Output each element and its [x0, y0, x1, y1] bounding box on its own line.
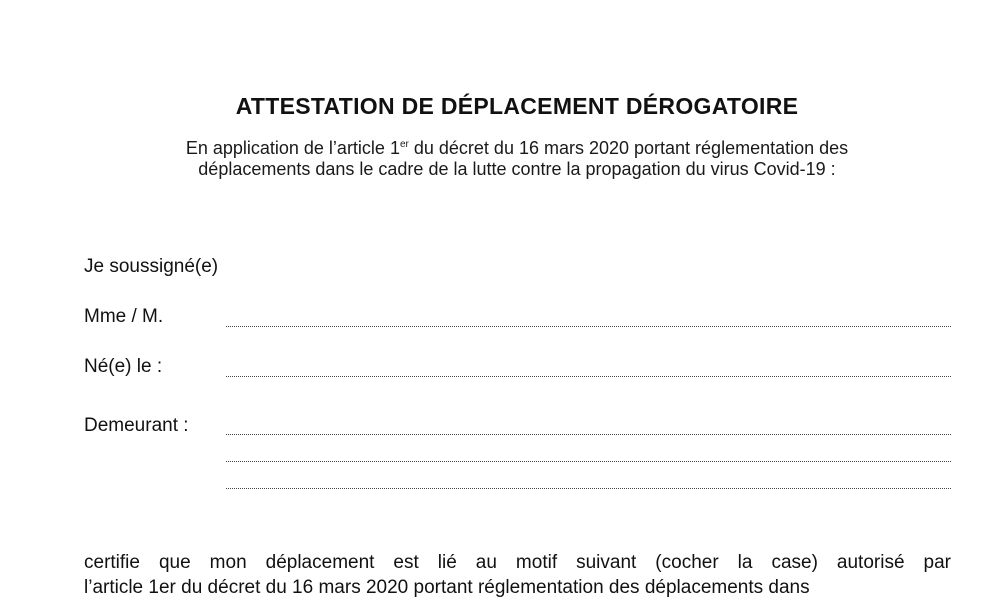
superscript-er: er [399, 139, 409, 150]
document-subtitle [0, 138, 1000, 180]
address-field-line-2[interactable] [226, 461, 951, 462]
subtitle-line-1-start: En application de l’article 1 [185, 138, 400, 158]
certify-paragraph-line-2: l’article 1er du décret du 16 mars 2020 portant réglementation des déplacements dans [84, 577, 810, 598]
certify-paragraph-line-1: certifie que mon déplacement est lié au motif suivant (cocher la case) autorisé par [84, 552, 951, 573]
birth-date-label: Né(e) le : [84, 356, 163, 377]
subtitle-line-2: déplacements dans le cadre de la lutte contre la propagation du virus Covid-19 : [198, 159, 836, 179]
birth-date-field-line[interactable] [226, 376, 951, 377]
name-label: Mme / M. [84, 306, 164, 327]
intro-label: Je soussigné(e) [84, 256, 219, 277]
address-label: Demeurant : [84, 415, 189, 436]
address-field-line-1[interactable] [226, 434, 951, 435]
document-title: ATTESTATION DE DÉPLACEMENT DÉROGATOIRE [235, 93, 799, 119]
name-field-line[interactable] [226, 326, 951, 327]
subtitle-line-1 [0, 138, 1000, 159]
subtitle-line-1-end: du décret du 16 mars 2020 portant réglementation des [408, 138, 849, 158]
address-field-line-3[interactable] [226, 488, 951, 489]
